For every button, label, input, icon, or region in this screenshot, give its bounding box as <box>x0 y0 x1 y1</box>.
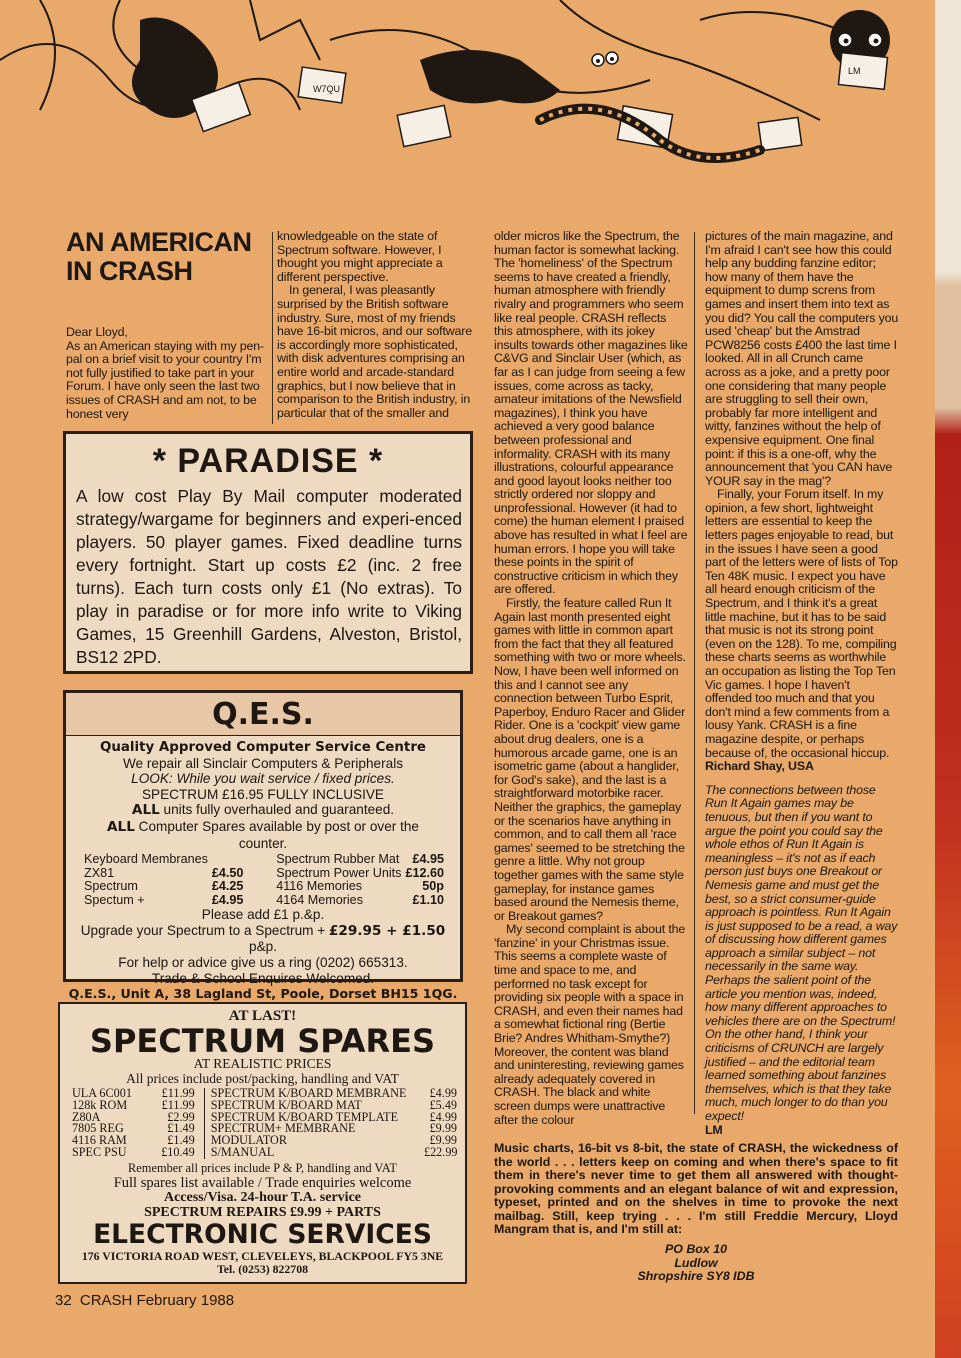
advert-line: Trade & School Enquires Welcomed. <box>151 970 375 986</box>
item: MODULATOR <box>210 1133 287 1148</box>
article-column-4 <box>705 230 899 1137</box>
spares-table-left <box>72 1088 198 1159</box>
qes-advert <box>63 690 463 1002</box>
price-row <box>82 853 245 867</box>
article-column-1 <box>66 326 266 421</box>
item: Keyboard Membranes <box>84 852 208 867</box>
advert-address: Q.E.S., Unit A, 38 Lagland St, Poole, Dorset BH15 1QG. <box>68 986 458 1002</box>
item: SPECTRUM K/BOARD MAT <box>210 1097 362 1112</box>
price: £4.99 <box>429 1109 457 1124</box>
price-row <box>274 880 446 894</box>
paragraph: Firstly, the feature called Run It Again last month presented eight games with little in common apart from the fact that they all featured something with two or more wheels. Now, I have been well informed on this and I cannot see any connection between Turbo Esprit, Paperboy, Enduro Racer and Glider Rider. One is a 'cockpit' view game about drug dealers, one is a humorous arcade game, one is an isometric game (about a hanglider, for God's sake), and the last is a straightforward motorbike racer. Neither the graphics, the gameplay or the scenarios have anything in common, and to call them all 'race games' seemed to be stretching the genre a little. Why not group together games with the same style gameplay, for instance games based around the Nemesis theme, or Breakout games? <box>494 596 686 923</box>
spares-table-right <box>204 1088 461 1159</box>
price <box>210 853 246 867</box>
advert-line <box>66 819 460 851</box>
paragraph: My second complaint is about the 'fanzine' in your Christmas issue. This seems a complete waste of time and space to me, and performed no task except for providing six people with a space in CRASH, and even their names had a somewhat fictional ring (Bertie Brie? Andres Whitham-Smythe?) Moreover, the content was bland and uninteresting, reviewing games already adequately covered in CRASH. The black and white screen dumps were unattractive after the colour <box>494 922 686 1127</box>
price: £2.99 <box>167 1109 195 1124</box>
item: 128k ROM <box>72 1097 128 1112</box>
adjacent-page-edge <box>935 0 961 1358</box>
cartoon-illustration <box>0 0 935 200</box>
advert-phone: Tel. (0253) 822708 <box>217 1262 308 1277</box>
advert-address: 176 VICTORIA ROAD WEST, CLEVELEYS, BLACKPOOL FY5 3NE <box>81 1249 444 1264</box>
mailing-address <box>494 1243 898 1284</box>
letter-signature: Richard Shay, USA <box>705 759 814 774</box>
advert-subtitle: Quality Approved Computer Service Centre <box>99 740 427 755</box>
item: S/MANUAL <box>210 1144 275 1159</box>
price-row <box>204 1147 460 1159</box>
emphasis: £29.95 + £1.50 <box>328 922 446 939</box>
text: units fully overhauled and guaranteed. <box>159 802 395 818</box>
envelope-label: LM <box>848 66 861 76</box>
header-illustration <box>0 0 935 200</box>
price-row <box>72 1147 198 1159</box>
text: Computer Spares available by post or over the counter. <box>134 818 419 851</box>
price-table-left <box>82 853 245 907</box>
envelope-label: W7QU <box>313 84 340 94</box>
advert-title: SPECTRUM SPARES <box>89 1022 436 1060</box>
price: £10.49 <box>161 1144 195 1159</box>
price-row <box>82 894 245 908</box>
price: £1.49 <box>167 1133 195 1148</box>
price: £11.99 <box>161 1097 195 1112</box>
item: 4116 Memories <box>276 879 363 894</box>
item: Spectrum Power Units <box>276 865 402 880</box>
advert-line <box>66 923 460 955</box>
paragraph: pictures of the main magazine, and I'm afraid I can't see how this could help any budding fanzine editor; how many of them have the equipment to dump screns from games and insert them into text as you did? You call the computers you used 'cheap' but the Amstrad PCW8256 costs £400 the last time I looked. All in all Crunch came across as a joke, and a pretty poor one considering that many people are struggling to sell their own, probably far more intelligent and witty, fanzines without the help of expensive equipment. One final point: if this is a one-off, why the announcement that 'you CAN have YOUR say in the mag'? <box>705 229 899 488</box>
advert-line: For help or advice give us a ring (0202) 665313. <box>118 954 408 970</box>
paragraph: As an American staying with my pen-pal on a brief visit to your country I'm not fully justified to take part in your Forum. I have only seen the last two issues of CRASH and am not, to be honest very <box>66 338 264 421</box>
advert-line: AT REALISTIC PRICES <box>193 1056 332 1071</box>
price-table-right <box>274 853 446 907</box>
price: £4.95 <box>211 892 244 907</box>
advert-line: Remember all prices include P & P, handling and VAT <box>128 1160 397 1175</box>
item: SPEC PSU <box>72 1144 127 1159</box>
advert-line: SPECTRUM £16.95 FULLY INCLUSIVE <box>141 786 384 802</box>
advert-line: Please add £1 p.&p. <box>201 907 325 923</box>
price: £1.49 <box>167 1121 195 1136</box>
price: £11.99 <box>161 1086 195 1100</box>
price: £4.99 <box>429 1086 457 1100</box>
spectrum-spares-advert <box>58 1002 467 1284</box>
advert-line: LOOK: While you wait service / fixed prices. <box>131 771 395 787</box>
text: p&p. <box>249 939 277 955</box>
advert-title: Q.E.S. <box>66 693 460 736</box>
advert-title: * PARADISE * <box>152 442 384 480</box>
advert-body: A low cost Play By Mail computer moderated strategy/wargame for beginners and experi-enced players. 50 player games. Fixed deadline turns every fortnight. Start up costs £2 (inc. 2 free turns). Each turn costs only £1 (No extras). To play in paradise or for more info write to Viking Games, 15 Greenhill Gardens, Alveston, Bristol, BS12 2PD. <box>76 486 462 667</box>
price: £4.50 <box>211 865 244 880</box>
spares-price-list <box>60 1086 465 1161</box>
paragraph: In general, I was pleasantly surprised by the British software industry. Sure, most of my friends have 16-bit micros, and our software is accordingly more sophisticated, with disk adventures comprising an entire world and arcade-standard graphics, but I now believe that in comparison to the British industry, in particular that of the smaller and <box>277 283 473 420</box>
price-row <box>274 867 446 881</box>
emphasis: ALL <box>107 818 135 835</box>
editor-callout: Music charts, 16-bit vs 8-bit, the state of CRASH, the wickedness of the world . . . letters keep on coming and when there's space to fit them in there's never time to get them all answered with thought-provoking comments and an elegant balance of wit and expression, typeset, printed and on the shelves in time to provoke the next mailbag. Still, keep trying . . . I'm still Freddie Mercury, Lloyd Mangram that is, and I'm still at: <box>494 1141 898 1236</box>
page-number: 32 <box>55 1292 72 1309</box>
article-column-3 <box>494 230 688 1127</box>
price: £4.95 <box>412 852 444 867</box>
column-divider <box>272 232 273 424</box>
price: £12.60 <box>405 865 444 880</box>
price-list <box>66 851 460 907</box>
address-line: Shropshire SY8 IDB <box>637 1269 755 1283</box>
item: SPECTRUM K/BOARD TEMPLATE <box>210 1109 399 1124</box>
price: 50p <box>422 879 444 894</box>
price-row <box>82 880 245 894</box>
paragraph: older micros like the Spectrum, the human factor is somewhat lacking. The 'homeliness' of the Spectrum seems to have created a friendly, human atmosphere with friendly rivalry and programmers who seem like real people. CRASH reflects this atmosphere, with its jokey insults towards other magazines like C&VG and Sinclair User (which, as far as I can judge from seeing a few issues, come across as tacky, amateur imitations of the Newsfield magazines), I think you have achieved a very good balance between professional and informality. CRASH with its many illustrations, colourful appearance and good layout looks neither too strictly ordered nor sloppy and unprofessional. However (it had to come) the human element I praised above has resulted in what I feel are human errors. I hope you will take these points in the spirit of constructive criticism in which they are offered. <box>494 229 688 597</box>
price-row <box>274 853 446 867</box>
item: ZX81 <box>84 865 115 880</box>
item: ULA 6C001 <box>72 1086 132 1100</box>
price: £5.49 <box>429 1097 457 1112</box>
price: £22.99 <box>423 1144 458 1159</box>
emphasis: ALL <box>131 802 160 819</box>
price: £9.99 <box>429 1121 457 1136</box>
item: 4116 RAM <box>72 1133 127 1148</box>
price: £1.10 <box>412 892 444 907</box>
article-headline: AN AMERICAN IN CRASH <box>66 227 252 286</box>
price-row <box>82 867 245 881</box>
item: Spectum + <box>84 892 145 907</box>
editor-signature: LM <box>705 1122 723 1137</box>
advert-line: Full spares list available / Trade enquiries welcome <box>113 1175 412 1192</box>
item: SPECTRUM K/BOARD MEMBRANE <box>210 1086 407 1100</box>
item: 7805 REG <box>72 1121 124 1136</box>
advert-line <box>66 802 460 819</box>
article-column-2 <box>277 230 473 420</box>
price: £9.99 <box>429 1133 457 1148</box>
editor-reply: The connections between those Run It Again games may be tenuous, but then if you want to argue the point you could say the whole ethos of Run It Again is meaningless – it's not as if each person just buys one Breakout or Nemesis game and must get the best, so a strict consumer-guide approach is pointless. Run It Again is just supposed to be a read, a way of discussing how different games approach a similar subject – not necessarily in the same way. Perhaps the salient point of the article you mention was, indeed, how many different approaches to vehicles there are on the Spectrum! On the other hand, I think your criticisms of CRUNCH are largely justified – and the editorial team learned something about fanzines themselves, which is that they take much, much longer to do than you expect! <box>705 782 898 1123</box>
column-divider <box>694 232 695 1114</box>
text: Upgrade your Spectrum to a Spectrum + <box>80 922 329 938</box>
item: Spectrum Rubber Mat <box>276 852 400 867</box>
advert-line: Access/Visa. 24-hour T.A. service <box>163 1190 361 1206</box>
item: Spectrum <box>84 879 138 894</box>
item: Z80A <box>72 1109 101 1124</box>
advert-line: All prices include post/packing, handling and VAT <box>126 1070 399 1086</box>
advert-line: SPECTRUM REPAIRS £9.99 + PARTS <box>144 1204 381 1220</box>
price: £4.25 <box>211 879 244 894</box>
address-line: PO Box 10 <box>665 1242 727 1256</box>
address-line: Ludlow <box>674 1255 718 1270</box>
page-footer <box>55 1292 234 1309</box>
advert-kicker: AT LAST! <box>228 1008 297 1024</box>
paragraph: Finally, your Forum itself. In my opinion, a few short, lightweight letters are essential to keep the letters pages enjoyable to read, but in the issues I have seen a good part of the letters were of lists of Top Ten 48K music. I expect you have all heard enough criticism of the Spectrum, and I think it's a great little machine, but it has to be said that music is not its strong point (even on the 128). To me, compiling these charts seems as worthwhile an occupation as listing the Top Ten Vic games. I hope I haven't offended too much and that you don't mind a few comments from a lousy Yank. CRASH is a fine magazine despite, or perhaps because of, the occasional hiccup. <box>705 487 898 760</box>
magazine-issue: CRASH February 1988 <box>79 1292 235 1309</box>
advert-line: We repair all Sinclair Computers & Peripherals <box>122 755 404 771</box>
advert-company: ELECTRONIC SERVICES <box>93 1219 432 1251</box>
salutation: Dear Lloyd, <box>66 325 128 339</box>
paragraph: knowledgeable on the state of Spectrum software. However, I thought you might appreciate a different perspective. <box>277 229 443 284</box>
item: 4164 Memories <box>276 892 363 907</box>
paradise-advert <box>63 431 473 674</box>
price-row <box>274 894 446 908</box>
item: SPECTRUM+ MEMBRANE <box>210 1121 356 1136</box>
